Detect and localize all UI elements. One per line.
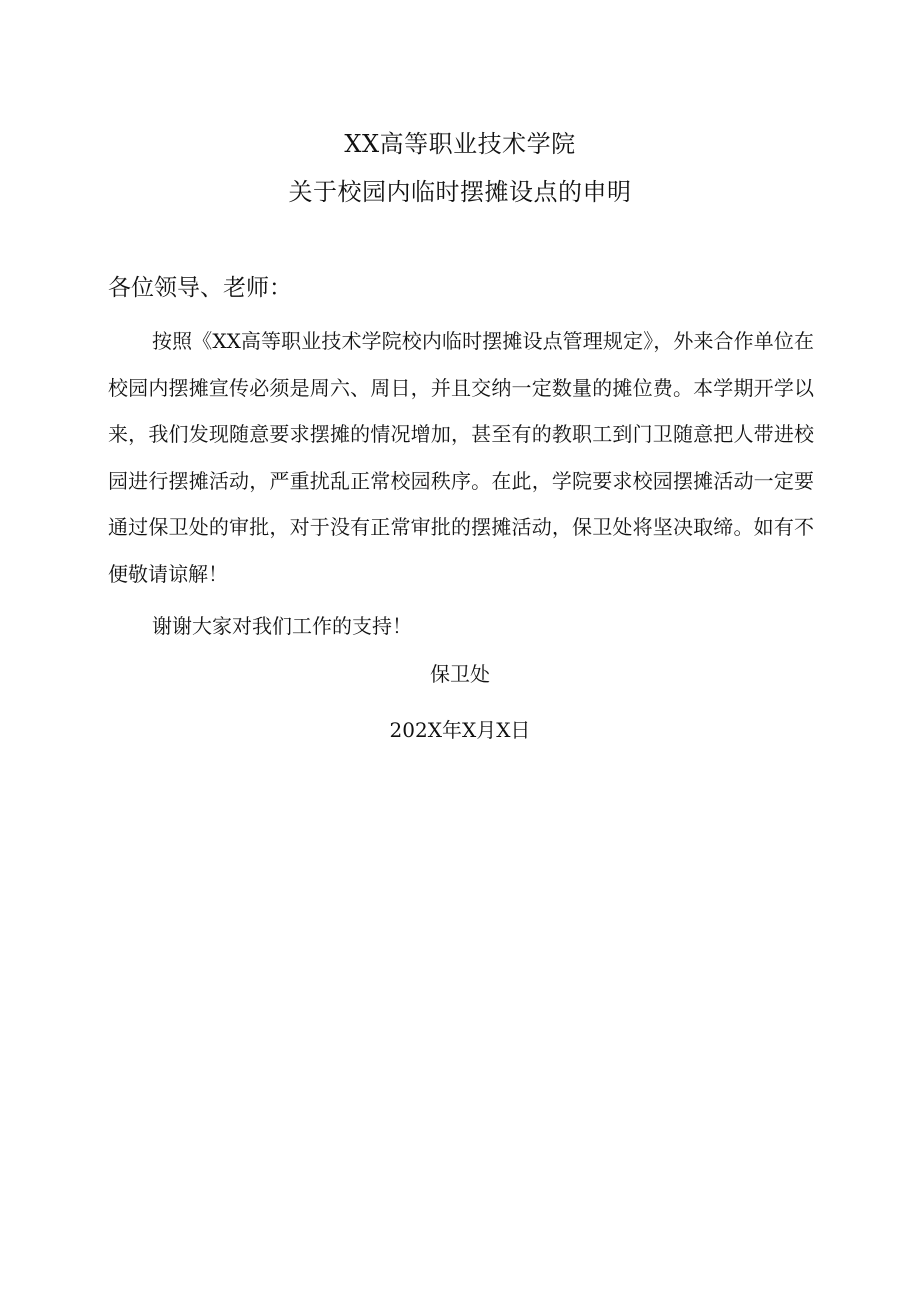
thanks-line: 谢谢大家对我们工作的支持！ <box>152 614 412 638</box>
document-title-line2: 关于校园内临时摆摊设点的申明 <box>288 178 632 206</box>
salutation: 各位领导、老师： <box>108 275 292 301</box>
body-paragraph: 按照《XX高等职业技术学院校内临时摆摊设点管理规定》，外来合作单位在校园内摆摊宣传必须是周六、周日，并且交纳一定数量的摊位费。本学期开学以来，我们发现随意要求摆摊的情况增加，甚至有的教职工到门卫随意把人带进校园进行摆摊活动，严重扰乱正常校园秩序。在此，学院要求校园摆摊活动一定要通过保卫处的审批，对于没有正常审批的摆摊活动，保卫处将坚决取缔。如有不便敬请谅解！ <box>108 329 814 586</box>
date: 202X年X月X日 <box>389 718 531 742</box>
signer: 保卫处 <box>430 662 490 686</box>
document-title-line1: XX高等职业技术学院 <box>344 130 576 158</box>
